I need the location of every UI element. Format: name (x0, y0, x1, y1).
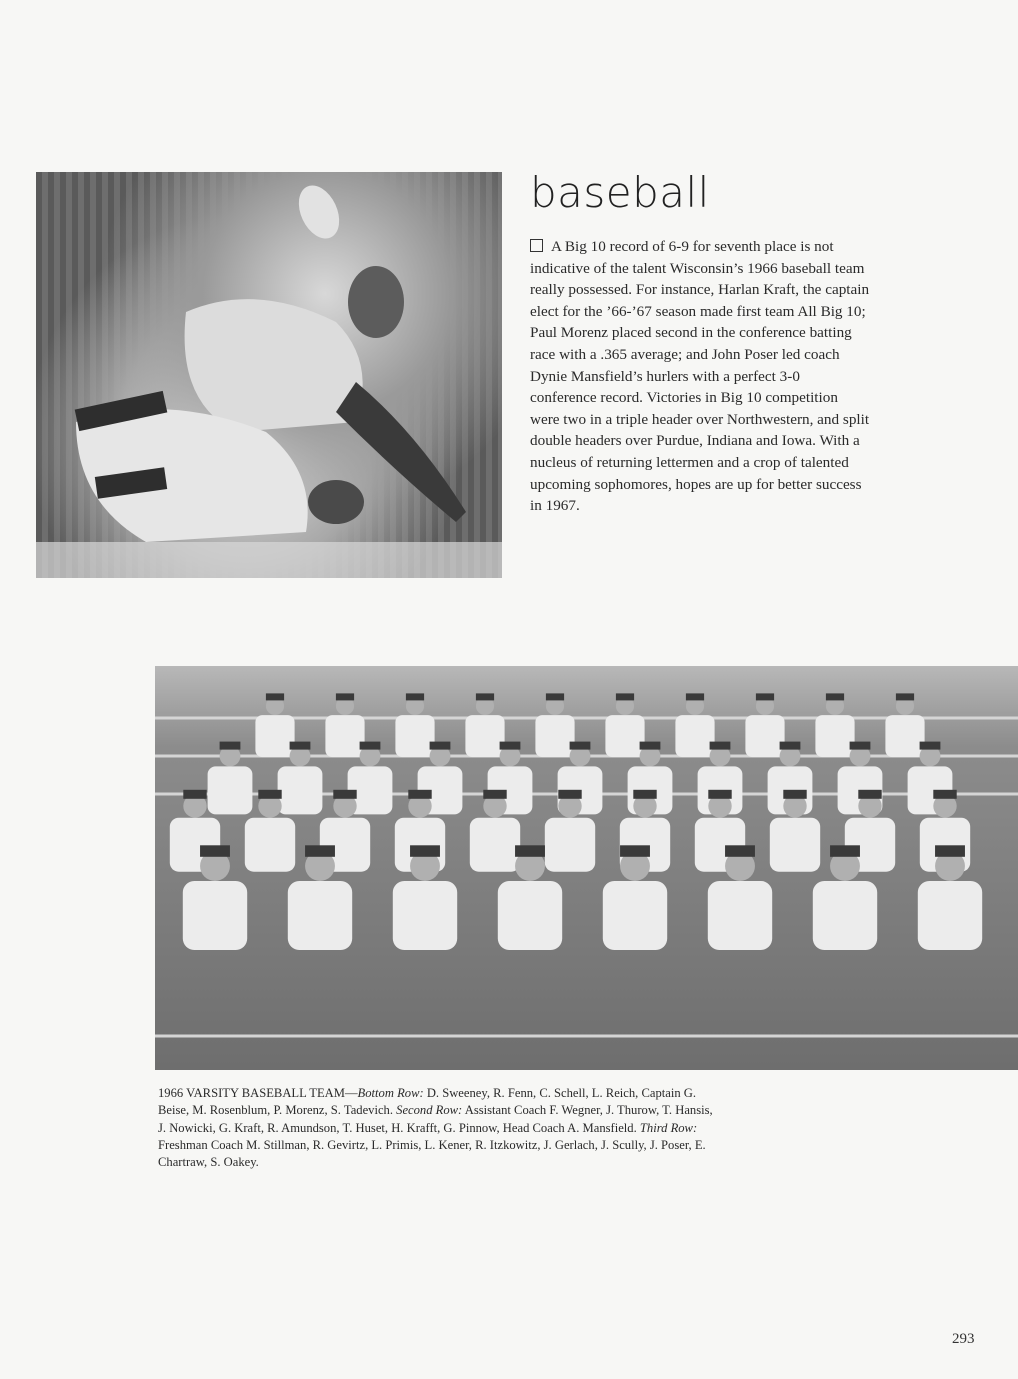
checkbox-square-icon (530, 239, 543, 252)
team-group-photo-icon (155, 666, 1018, 1070)
caption-row2: Assistant Coach F. Wegner, J. Thurow, T. Hansis, J. Nowicki, G. Kraft, R. Amundson, T. Huset, H. Krafft, G. Pinnow, Head Coach A. Mansfield. (158, 1103, 713, 1135)
caption-row2-label: Second Row: (396, 1103, 463, 1118)
caption-row3-label: Third Row: (639, 1120, 698, 1135)
caption-row1-label: Bottom Row: (357, 1086, 424, 1100)
article-body (530, 236, 870, 517)
photo-caption (158, 1085, 718, 1171)
caption-team: 1966 VARSITY BASEBALL TEAM— (158, 1086, 358, 1100)
baseball-slide-photo-icon (36, 172, 502, 578)
team-photo (155, 666, 1018, 1070)
action-photo (36, 172, 502, 578)
caption-row3: Freshman Coach M. Stillman, R. Gevirtz, L. Primis, L. Kener, R. Itzkowitz, J. Gerlach, J. Scully, J. Poser, E. Chartraw, S. Oakey. (158, 1137, 706, 1170)
page-number: 293 (952, 1331, 975, 1347)
article-text: A Big 10 record of 6-9 for seventh place is not indicative of the talent Wisconsin’s 1966 baseball team really possessed. For instance, Harlan Kraft, the captain elect for the ’66-’67 season made first team All Big 10; Paul Morenz placed second in the conference batting race with a .365 average; and John Poser led coach Dynie Mansfield’s hurlers with a perfect 3-0 conference record. Victories in Big 10 competition were two in a triple header over Northwestern, and split double headers over Purdue, Indiana and Iowa. With a nucleus of returning lettermen and a crop of talented upcoming sophomores, hopes are up for better success in 1967. (530, 238, 870, 515)
page-title: baseball (530, 168, 710, 217)
caption-row1: D. Sweeney, R. Fenn, C. Schell, L. Reich, Captain G. Beise, M. Rosenblum, P. Morenz, S. Tadevich. (158, 1086, 697, 1118)
